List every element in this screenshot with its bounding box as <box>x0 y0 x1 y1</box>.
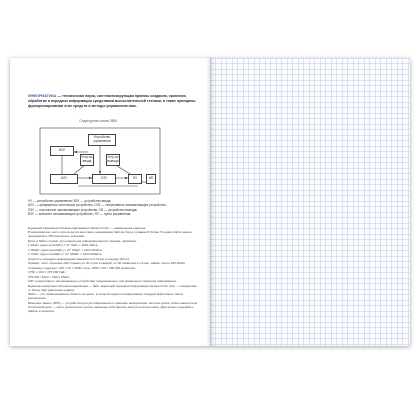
body-paragraph: 3750 × 100 = 375 000 байт; <box>28 270 67 275</box>
body-paragraph: ОЗУ (оперативное запоминающее устройство) предназначено для временного хранения информации. <box>28 279 177 284</box>
body-paragraph: Внешняя память (ВЗУ) — устройства для долговременного хранения информации: жесткие диски, флеш-накопители. <box>28 300 199 305</box>
body-paragraph: Логический диск — часть физического диска, имеющая собственное имя (логическое имя). Диск может содержать файлы и каталоги. <box>28 305 194 314</box>
box-control-panel: ПУ <box>128 174 142 184</box>
legend-line: ПЗУ — постоянное запоминающее устройство; УВ — устройство вывода; <box>28 207 138 212</box>
right-page-grid <box>210 58 410 346</box>
box-input-device: Устр-во ввода <box>80 154 94 166</box>
legend-line: ВЗУ — внешнее запоминающее устройство; ПУ — пульт управления. <box>28 212 132 217</box>
body-paragraph: Страницы содержат: 100 × 30 = 3000 строк, 3000 × 60 = 180 000 символов. <box>28 265 136 270</box>
computer-structure-diagram <box>38 126 162 196</box>
body-text <box>28 226 200 314</box>
intro-text: — техническая наука, систематизирующая приемы создания, хранения, обработки и передачи информации средствами вычислительной техники, а также принципы функционирования этих средств и методы управления ими. <box>28 94 196 108</box>
body-paragraph: Единицей измерения объема информации является бит — наименьшая единица. <box>28 225 147 230</box>
diagram-title: Структурная схема ЭВМ <box>79 119 117 123</box>
diagram-legend <box>28 199 178 217</box>
body-paragraph: 1 Гбайт (один гигабайт) = 2¹⁰ Мбайт = 1024 Мбайта. <box>28 252 103 257</box>
left-page <box>10 58 210 346</box>
body-paragraph: В информатике часто используется величина, называемая байтом (byte) и равная 8 битам. В одном байте можно закодировать 256 различных значений. <box>28 230 192 239</box>
left-page-content <box>28 94 200 314</box>
body-paragraph: 1 Кбайт (один килобайт) = 2¹⁰ байт = 1024 байта; <box>28 243 99 248</box>
box-power-supply: ИП <box>146 174 156 184</box>
body-paragraph: Единица измерения объема информации — байт. Единицей передачи информации является бит (bit) — сокращение от binary digit (двоичная цифра). <box>28 283 197 292</box>
body-paragraph: 1 Мбайт (один мегабайт) = 2¹⁰ Кбайт = 1024 Кбайта; <box>28 247 103 252</box>
intro-paragraph <box>28 94 200 109</box>
body-paragraph: 375 000 / 1024 = 366,2 Кбайт; <box>28 274 70 279</box>
body-paragraph: Биты и байты служат для измерения информационного объема, например: <box>28 238 137 243</box>
box-alu: АЛУ <box>50 174 78 184</box>
box-ram: ОЗУ <box>92 174 116 184</box>
notebook-spread <box>10 58 410 346</box>
body-paragraph: Файл — это поименованная область на диске, в которой хранится информация. Каждый файл имеет имя и расширение. <box>28 292 183 301</box>
box-output-device: Устр-во вывода <box>106 154 120 166</box>
legend-line: АЛУ — арифметико-логическое устройство; ОЗУ — оперативное запоминающее устройство; <box>28 203 167 208</box>
intro-keyword: ИНФОРМАТИКА <box>28 94 57 98</box>
body-paragraph: Скорость передачи информации измеряется в битах в секунду (бит/с). <box>28 256 130 261</box>
legend-line: УУ — устройство управления; ВЗУ — устройство ввода; <box>28 199 112 203</box>
box-control-unit: Устройство управления <box>88 134 116 146</box>
body-paragraph: Пример: текст объемом 100 страниц по 30 строк в каждой, по 60 символов в строке, займет около 180 Кбайт. <box>28 261 186 266</box>
box-external-memory: ВЗУ <box>50 146 74 156</box>
arrow-head <box>74 151 77 153</box>
